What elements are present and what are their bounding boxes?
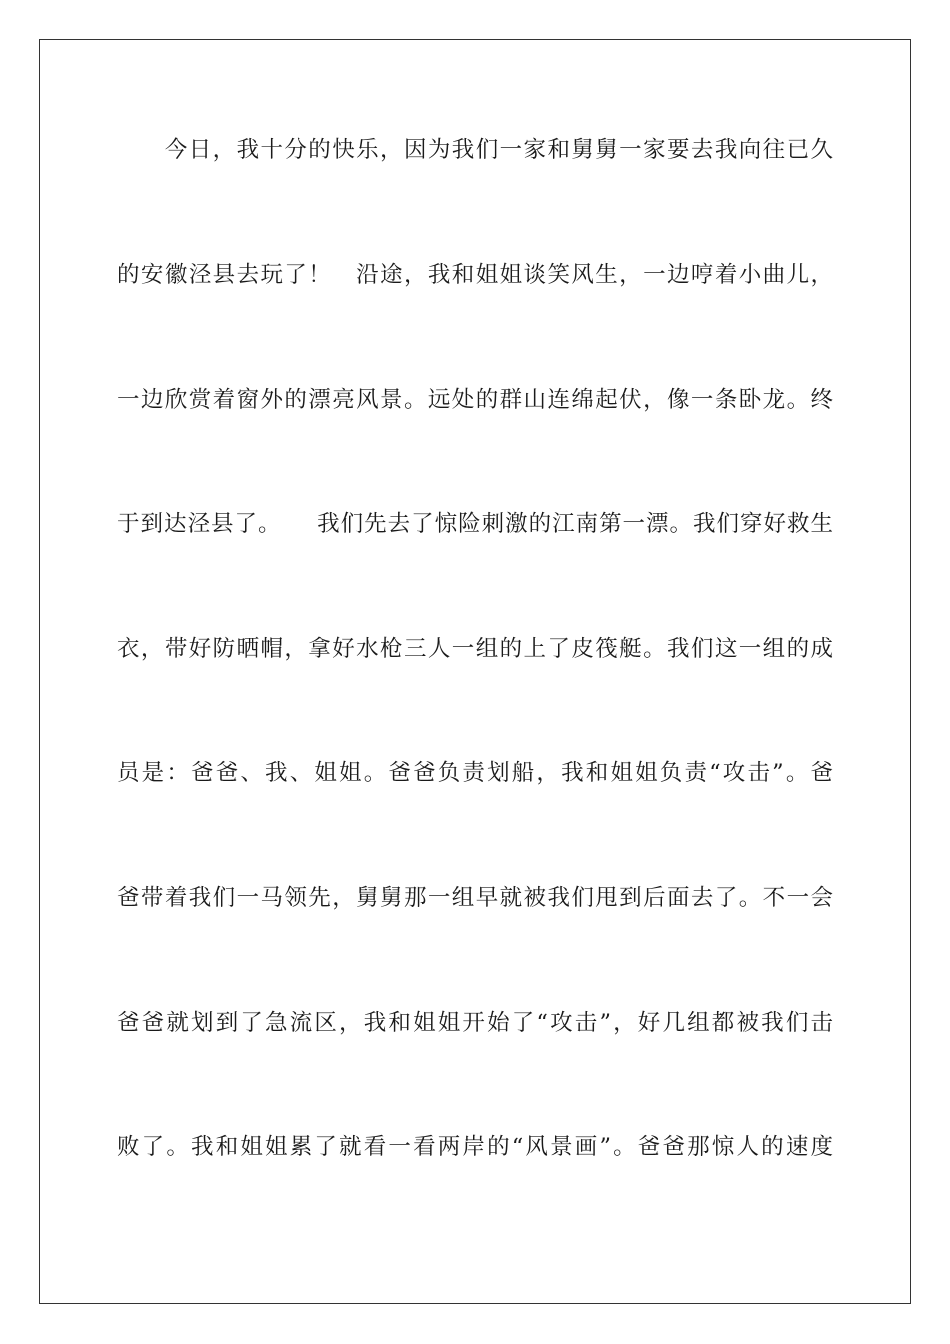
text-line-6: 员是：爸爸、我、姐姐。爸爸负责划船，我和姐姐负责“攻击”。爸 [117, 760, 833, 786]
text-line-1: 今日，我十分的快乐，因为我们一家和舅舅一家要去我向往已久 [117, 137, 833, 163]
text-line-2: 的安徽泾县去玩了！ 沿途，我和姐姐谈笑风生，一边哼着小曲儿， [117, 262, 833, 288]
text-line-3: 一边欣赏着窗外的漂亮风景。远处的群山连绵起伏，像一条卧龙。终 [117, 387, 833, 413]
page-border [39, 39, 911, 1304]
text-line-8: 爸爸就划到了急流区，我和姐姐开始了“攻击”，好几组都被我们击 [117, 1010, 833, 1036]
text-line-5: 衣，带好防晒帽，拿好水枪三人一组的上了皮筏艇。我们这一组的成 [117, 636, 833, 662]
text-line-9: 败了。我和姐姐累了就看一看两岸的“风景画”。爸爸那惊人的速度 [117, 1134, 833, 1160]
text-line-4: 于到达泾县了。 我们先去了惊险刺激的江南第一漂。我们穿好救生 [117, 511, 833, 537]
text-line-7: 爸带着我们一马领先，舅舅那一组早就被我们甩到后面去了。不一会 [117, 885, 833, 911]
